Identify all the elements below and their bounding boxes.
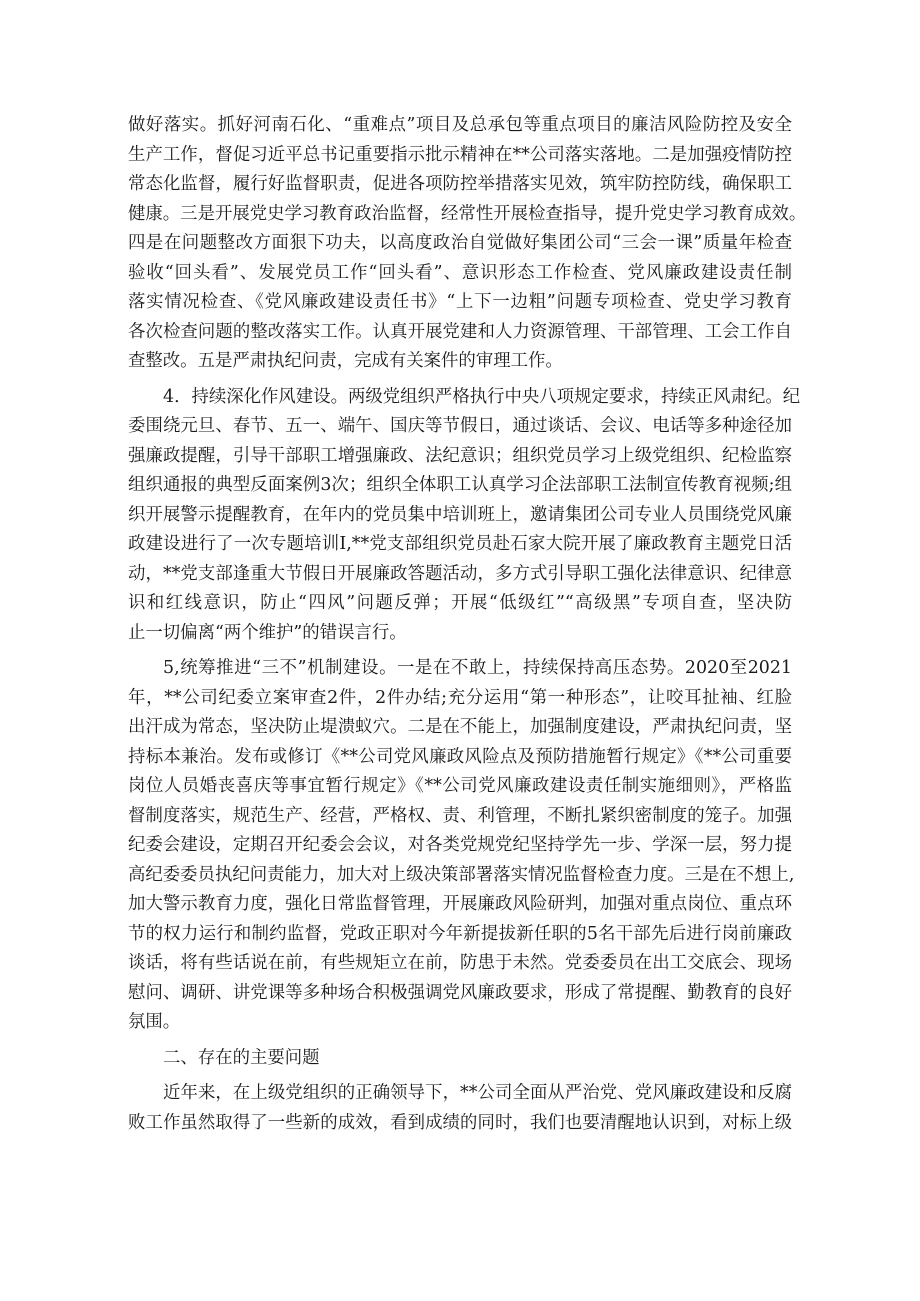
text-line: 节的权力运行和制约监督，党政正职对今年新提拔新任职的5名干部先后进行岗前廉政 bbox=[128, 923, 792, 944]
text-line: 识和红线意识，防止“四风”问题反弹；开展“低级红”“高级黑”专项自查，坚决防 bbox=[128, 593, 792, 613]
text-line: 纪委会建设，定期召开纪委会会议，对各类党规党纪坚持学先一步、学深一层，努力提 bbox=[128, 835, 792, 855]
text-line: 近年来，在上级党组织的正确领导下，**公司全面从严治党、党风廉政建设和反腐 bbox=[163, 1083, 792, 1103]
text-line: 慰问、调研、讲党课等多种场合积极强调党风廉政要求，形成了常提醒、勤教育的良好 bbox=[128, 982, 792, 1003]
text-line: 动，**党支部逢重大节假日开展廉政答题活动，多方式引导职工强化法律意识、纪律意 bbox=[128, 563, 792, 584]
paragraph bbox=[128, 111, 807, 377]
text-line: 出汗成为常态，坚决防止堤溃蚁穴。二是在不能上，加强制度建设，严肃执纪问责，坚 bbox=[128, 717, 792, 737]
text-line: 谈话，将有些话说在前，有些规矩立在前，防患于未然。党委委员在出工交底会、现场 bbox=[128, 953, 792, 973]
section-heading bbox=[128, 1044, 792, 1074]
text-line: 持标本兼治。发布或修订《**公司党风廉政风险点及预防措施暂行规定》《**公司重要 bbox=[128, 746, 792, 767]
paragraph bbox=[128, 654, 795, 1038]
paragraph bbox=[128, 383, 801, 649]
text-line: 督制度落实，规范生产、经营，严格权、责、利管理，不断扎紧织密制度的笼子。加强 bbox=[128, 805, 792, 826]
text-line: 氛围。 bbox=[128, 1012, 181, 1032]
text-line: 组织通报的典型反面案例3次；组织全体职工认真学习企法部职工法制宣传教育视频;组 bbox=[128, 475, 792, 495]
text-line: 止一切偏离“两个维护”的错误言行。 bbox=[128, 622, 407, 643]
text-line: 常态化监督，履行好监督职责，促进各项防控举措落实见效，筑牢防控防线，确保职工 bbox=[128, 174, 792, 194]
document-page bbox=[128, 111, 807, 1144]
text-line: 委围绕元旦、春节、五一、端午、国庆等节假日，通过谈话、会议、电话等多种途径加 bbox=[128, 416, 792, 436]
paragraph bbox=[128, 1079, 792, 1138]
text-line: 强廉政提醒，引导干部职工增强廉政、法纪意识；组织党员学习上级党组织、纪检监察 bbox=[128, 445, 792, 466]
text-line: 健康。三是开展党史学习教育政治监督，经常性开展检查指导，提升党史学习教育成效。 bbox=[128, 203, 807, 224]
text-line: 二、存在的主要问题 bbox=[163, 1047, 320, 1068]
text-line: 加大警示教育力度，强化日常监督管理，开展廉政风险研判，加强对重点岗位、重点环 bbox=[128, 894, 792, 914]
text-line: 做好落实。抓好河南石化、“重难点”项目及总承包等重点项目的廉洁风险防控及安全 bbox=[128, 115, 792, 135]
text-line: 验收“回头看”、发展党员工作“回头看”、意识形态工作检查、党风廉政建设责任制 bbox=[128, 262, 792, 283]
text-line: 高纪委委员执纪问责能力，加大对上级决策部署落实情况监督检查力度。三是在不想上, bbox=[128, 864, 795, 885]
text-line: 败工作虽然取得了一些新的成效，看到成绩的同时，我们也要清醒地认识到，对标上级 bbox=[128, 1112, 792, 1133]
text-line: 各次检查问题的整改落实工作。认真开展党建和人力资源管理、干部管理、工会工作自 bbox=[128, 321, 792, 342]
text-line: 岗位人员婚丧喜庆等事宜暂行规定》《**公司党风廉政建设责任制实施细则》，严格监 bbox=[128, 776, 792, 796]
text-line: 查整改。五是严肃执纪问责，完成有关案件的审理工作。 bbox=[128, 351, 563, 371]
text-line: 生产工作，督促习近平总书记重要指示批示精神在**公司落实落地。二是加强疫情防控 bbox=[128, 144, 792, 165]
text-line: 织开展警示提醒教育，在年内的党员集中培训班上，邀请集团公司专业人员围绕党风廉 bbox=[128, 504, 792, 525]
text-line: 政建设进行了一次专题培训I,**党支部组织党员赴石家大院开展了廉政教育主题党日活 bbox=[128, 534, 792, 554]
text-line: 年，**公司纪委立案审查2件，2件办结;充分运用“第一种形态”，让咬耳扯袖、红脸 bbox=[128, 687, 792, 708]
text-line: 4．持续深化作风建设。两级党组织严格执行中央八项规定要求，持续正风肃纪。纪 bbox=[163, 386, 801, 407]
text-line: 落实情况检查、《党风廉政建设责任书》“上下一边粗”问题专项检查、党史学习教育 bbox=[128, 292, 792, 312]
text-line: 5,统筹推进“三不”机制建设。一是在不敢上，持续保持高压态势。2020至2021 bbox=[163, 658, 792, 678]
text-line: 四是在问题整改方面狠下功夫，以高度政治自觉做好集团公司“三会一课”质量年检查 bbox=[128, 233, 792, 253]
